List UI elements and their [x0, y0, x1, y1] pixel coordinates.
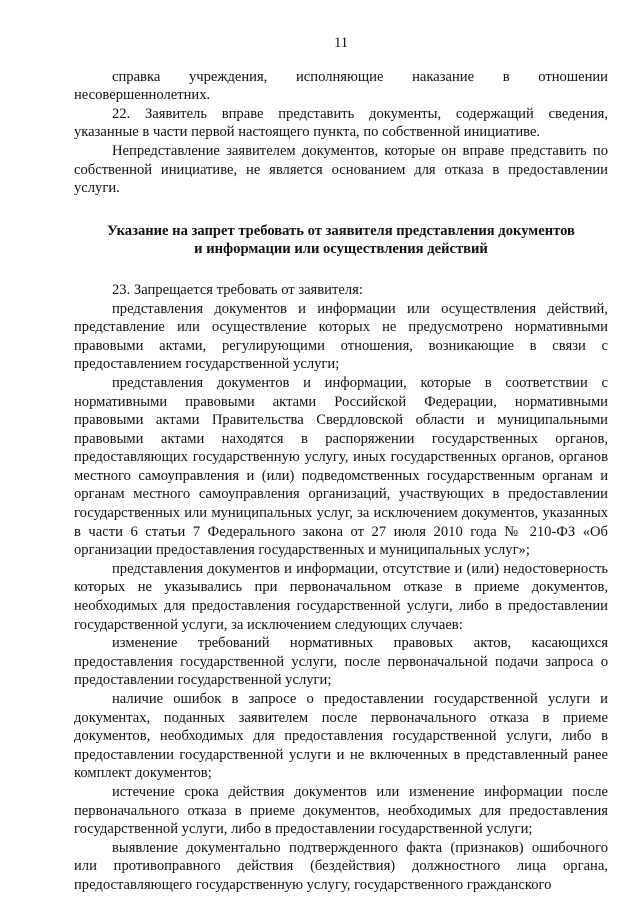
paragraph-exception-3: истечение срока действия документов или изменение информации после первоначального отказа в приеме документов, необходимых для предоставления государственной услуги, либо в предоставлении государственной услуги;	[74, 783, 608, 838]
paragraph-prohibition-2: представления документов и информации, которые в соответствии с нормативными правовыми актами Российской Федерации, нормативными правовыми актами Правительства Свердловской области и муниципальными правовыми актами находятся в распоряжении государственных органов, предоставляющих государственную услугу, иных государственных органов, органов местного самоуправления и (или) подведомственных государственным органам и органам местного самоуправления организаций, участвующих в предоставлении государственных или муниципальных услуг, за исключением документов, указанных в части 6 статьи 7 Федерального закона от 27 июля 2010 года № 210-ФЗ «Об организации предоставления государственных и муниципальных услуг»;	[74, 374, 608, 559]
paragraph-intro-2: 22. Заявитель вправе представить документы, содержащий сведения, указанные в части первой настоящего пункта, по собственной инициативе.	[74, 105, 608, 141]
paragraph-prohibition-1: представления документов и информации или осуществления действий, представление или осуществление которых не предусмотрено нормативными правовыми актами, регулирующими отношения, возникающие в связи с предоставлением государственной услуги;	[74, 300, 608, 373]
paragraph-intro-1: справка учреждения, исполняющие наказание в отношении несовершеннолетних.	[74, 68, 608, 104]
document-page	[74, 34, 608, 895]
page-number: 11	[333, 35, 349, 51]
section-heading	[74, 222, 608, 259]
paragraph-exception-2: наличие ошибок в запросе о предоставлении государственной услуги и документах, поданных заявителем после первоначального отказа в приеме документов, необходимых для предоставления государственной услуги, либо в предоставлении государственной услуги и не включенных в представленный ранее комплект документов;	[74, 691, 608, 782]
paragraph-exception-4: выявление документально подтвержденного факта (признаков) ошибочного или противоправного действия (бездействия) должностного лица органа, предоставляющего государственную услугу, государственного гражданского	[74, 839, 608, 893]
section-heading-line-1: Указание на запрет требовать от заявителя представления документов	[107, 222, 575, 239]
paragraph-exception-1: изменение требований нормативных правовых актов, касающихся предоставления государственной услуги, после первоначальной подачи запроса о предоставлении государственной услуги;	[74, 635, 608, 689]
paragraph-prohibition-3: представления документов и информации, отсутствие и (или) недостоверность которых не указывались при первоначальном отказе в приеме документов, необходимых для предоставления государственной услуги, либо в предоставлении государственной услуги, за исключением следующих случаев:	[74, 560, 608, 633]
paragraph-intro-3: Непредставление заявителем документов, которые он вправе представить по собственной инициативе, не является основанием для отказа в предоставлении услуги.	[74, 142, 608, 197]
section-heading-line-2: и информации или осуществления действий	[194, 241, 488, 258]
paragraph-23-lead: 23. Запрещается требовать от заявителя:	[112, 281, 363, 298]
